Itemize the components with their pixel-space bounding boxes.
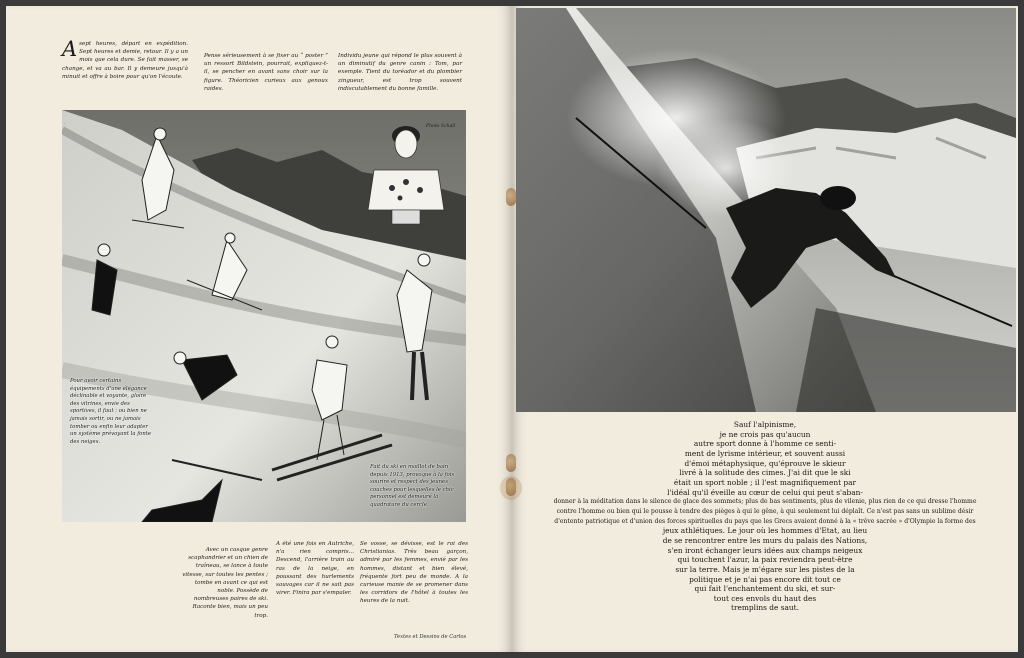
essay-line: autre sport donne à l'homme ce senti-: [693, 439, 837, 449]
intro-column-1: [62, 37, 188, 81]
ski-caricature-illustration: [62, 110, 466, 522]
caption-bathing-suit-skier: Fait du ski en maillot de bain depuis 1913, provoque à la fois sourire et respect des jeunes couches pour lesquelles le chic personnel est demeuré la quadrature du cercle.: [370, 464, 455, 508]
illustration-drawing: [62, 110, 466, 522]
essay-line: s'en iront échanger leurs idées aux champs neigeux: [667, 545, 863, 555]
essay-line: de se rencontrer entre les murs du palais des Nations,: [662, 535, 868, 545]
right-page: [512, 6, 1018, 652]
essay-line: qui touchent l'azur, la paix reviendra peut-être: [677, 555, 853, 565]
essay-line: sur la terre. Mais je m'égare sur les pistes de la: [675, 564, 855, 574]
caption-fashion-skier: Pour avoir certains équipements d'une élégance déclinable et voyante, gloire des vitrines, envie des sportives, il faut : ou bien ne jamais sortir, ou ne jamais tomber ou enfin leur adapter un système prévoyant la fonte des neiges.: [70, 378, 152, 445]
essay-line: Sauf l'alpinisme,: [733, 420, 797, 429]
photo-credit: Photo Schall: [426, 124, 456, 129]
essay-line: tremplins de saut.: [731, 603, 799, 613]
bottom-column-2: A été une fois en Autriche, n'a rien compris... Descend, l'arrière train au ras de la neige, en poussant des hurlements sauvages car il ne sait pas virer. Finira par s'empaler.: [276, 541, 354, 597]
svg-text:.: .: [64, 120, 66, 125]
intro-column-3: Individu jeune qui répond le plus souvent à un diminutif du genre canin : Tom, par exemple. Tient du toréador et du plombier zingueur, est trop souvent indiscutablement du bonne famille.: [338, 53, 462, 92]
essay-line: jeux athlétiques. Le jour où les hommes d'Etat, au lieu: [662, 526, 868, 536]
essay-line: tout ces envols du haut des: [713, 593, 817, 603]
bottom-column-3: Se vosse, se dévisse, est le roi des Christianias. Très beau garçon, admiré par les femmes, envié par les hommes, distant et bien élevé, fréquente fort peu de monde. A la curieuse manie de se promener dans les corridors de l'hôtel à toutes les heures de la nuit.: [360, 541, 468, 605]
skier-photograph: [516, 8, 1016, 412]
staple-rust-middle: [506, 454, 516, 472]
essay-line: contre l'homme ou bien qui le pousse à tendre des pièges à qui le gêne, à qui seulement lui déplaît. Ce n'est pas sans un sublime désir: [556, 507, 974, 515]
staple-rust-top: [506, 188, 516, 206]
essay-line: l'idéal qu'il éveille au cœur de celui qui peut s'aban-: [667, 487, 863, 497]
essay-line: qui fait l'enchantement du ski, et sur-: [694, 584, 836, 594]
author-signature: Textes et Dessins de Carlos: [394, 634, 467, 640]
essay-line: d'émoi métaphysique, qu'éprouve le skieur: [684, 458, 846, 468]
essay-text: [512, 420, 1018, 613]
essay-line: ment de lyrisme intérieur, et souvent aussi: [684, 448, 846, 458]
left-page: [6, 6, 512, 652]
intro-column-2: Pense sérieusement à se fixer au “ poster ” un ressort Bildstein, pourrait, expliquez-t-il, se pencher en avant sans choir sur la figure. Théoricien curieux aux genoux raides.: [204, 53, 328, 92]
essay-line: livré à la solitude des cimes. J'ai dit que le ski: [679, 468, 851, 478]
essay-line: d'entente patriotique et d'union des forces spirituelles du pays que les Grecs avaient donné à la « trêve sacrée » d'Olympie la forme des: [554, 517, 976, 525]
essay-line: politique et je n'ai pas encore dit tout ce: [689, 574, 841, 584]
bottom-column-1: Avec un casque genre scaphandrier et un chien de traîneau, se lance à toute vitesse, sur toutes les pentes ; tombe en avant ce qui est noble. Possède de nombreuses paires de ski. Raconte bien, mais un peu trop.: [182, 547, 268, 619]
essay-line: était un sport noble ; il l'est magnifiquement par: [673, 477, 857, 487]
essay-line: je ne crois pas qu'aucun: [719, 429, 811, 439]
magazine-spread: [6, 6, 1018, 652]
photo-image: [516, 8, 1016, 412]
drop-cap: A: [62, 37, 78, 61]
essay-line: donner à la méditation dans le silence de glace des sommets; plus de bas sentiments, plus de vilenie, plus rien de ce qui dresse l'homme: [553, 498, 977, 506]
intro-text-1: sept heures, départ en expédition. Sept heures et demie, retour. Il y a un mois que cela dure. Se fait masser, se change, et va au bar. Il y demeure jusqu'à minuit et offre à boire pour qu'on l'écoute.: [62, 41, 188, 80]
paper-stain: [500, 476, 522, 500]
